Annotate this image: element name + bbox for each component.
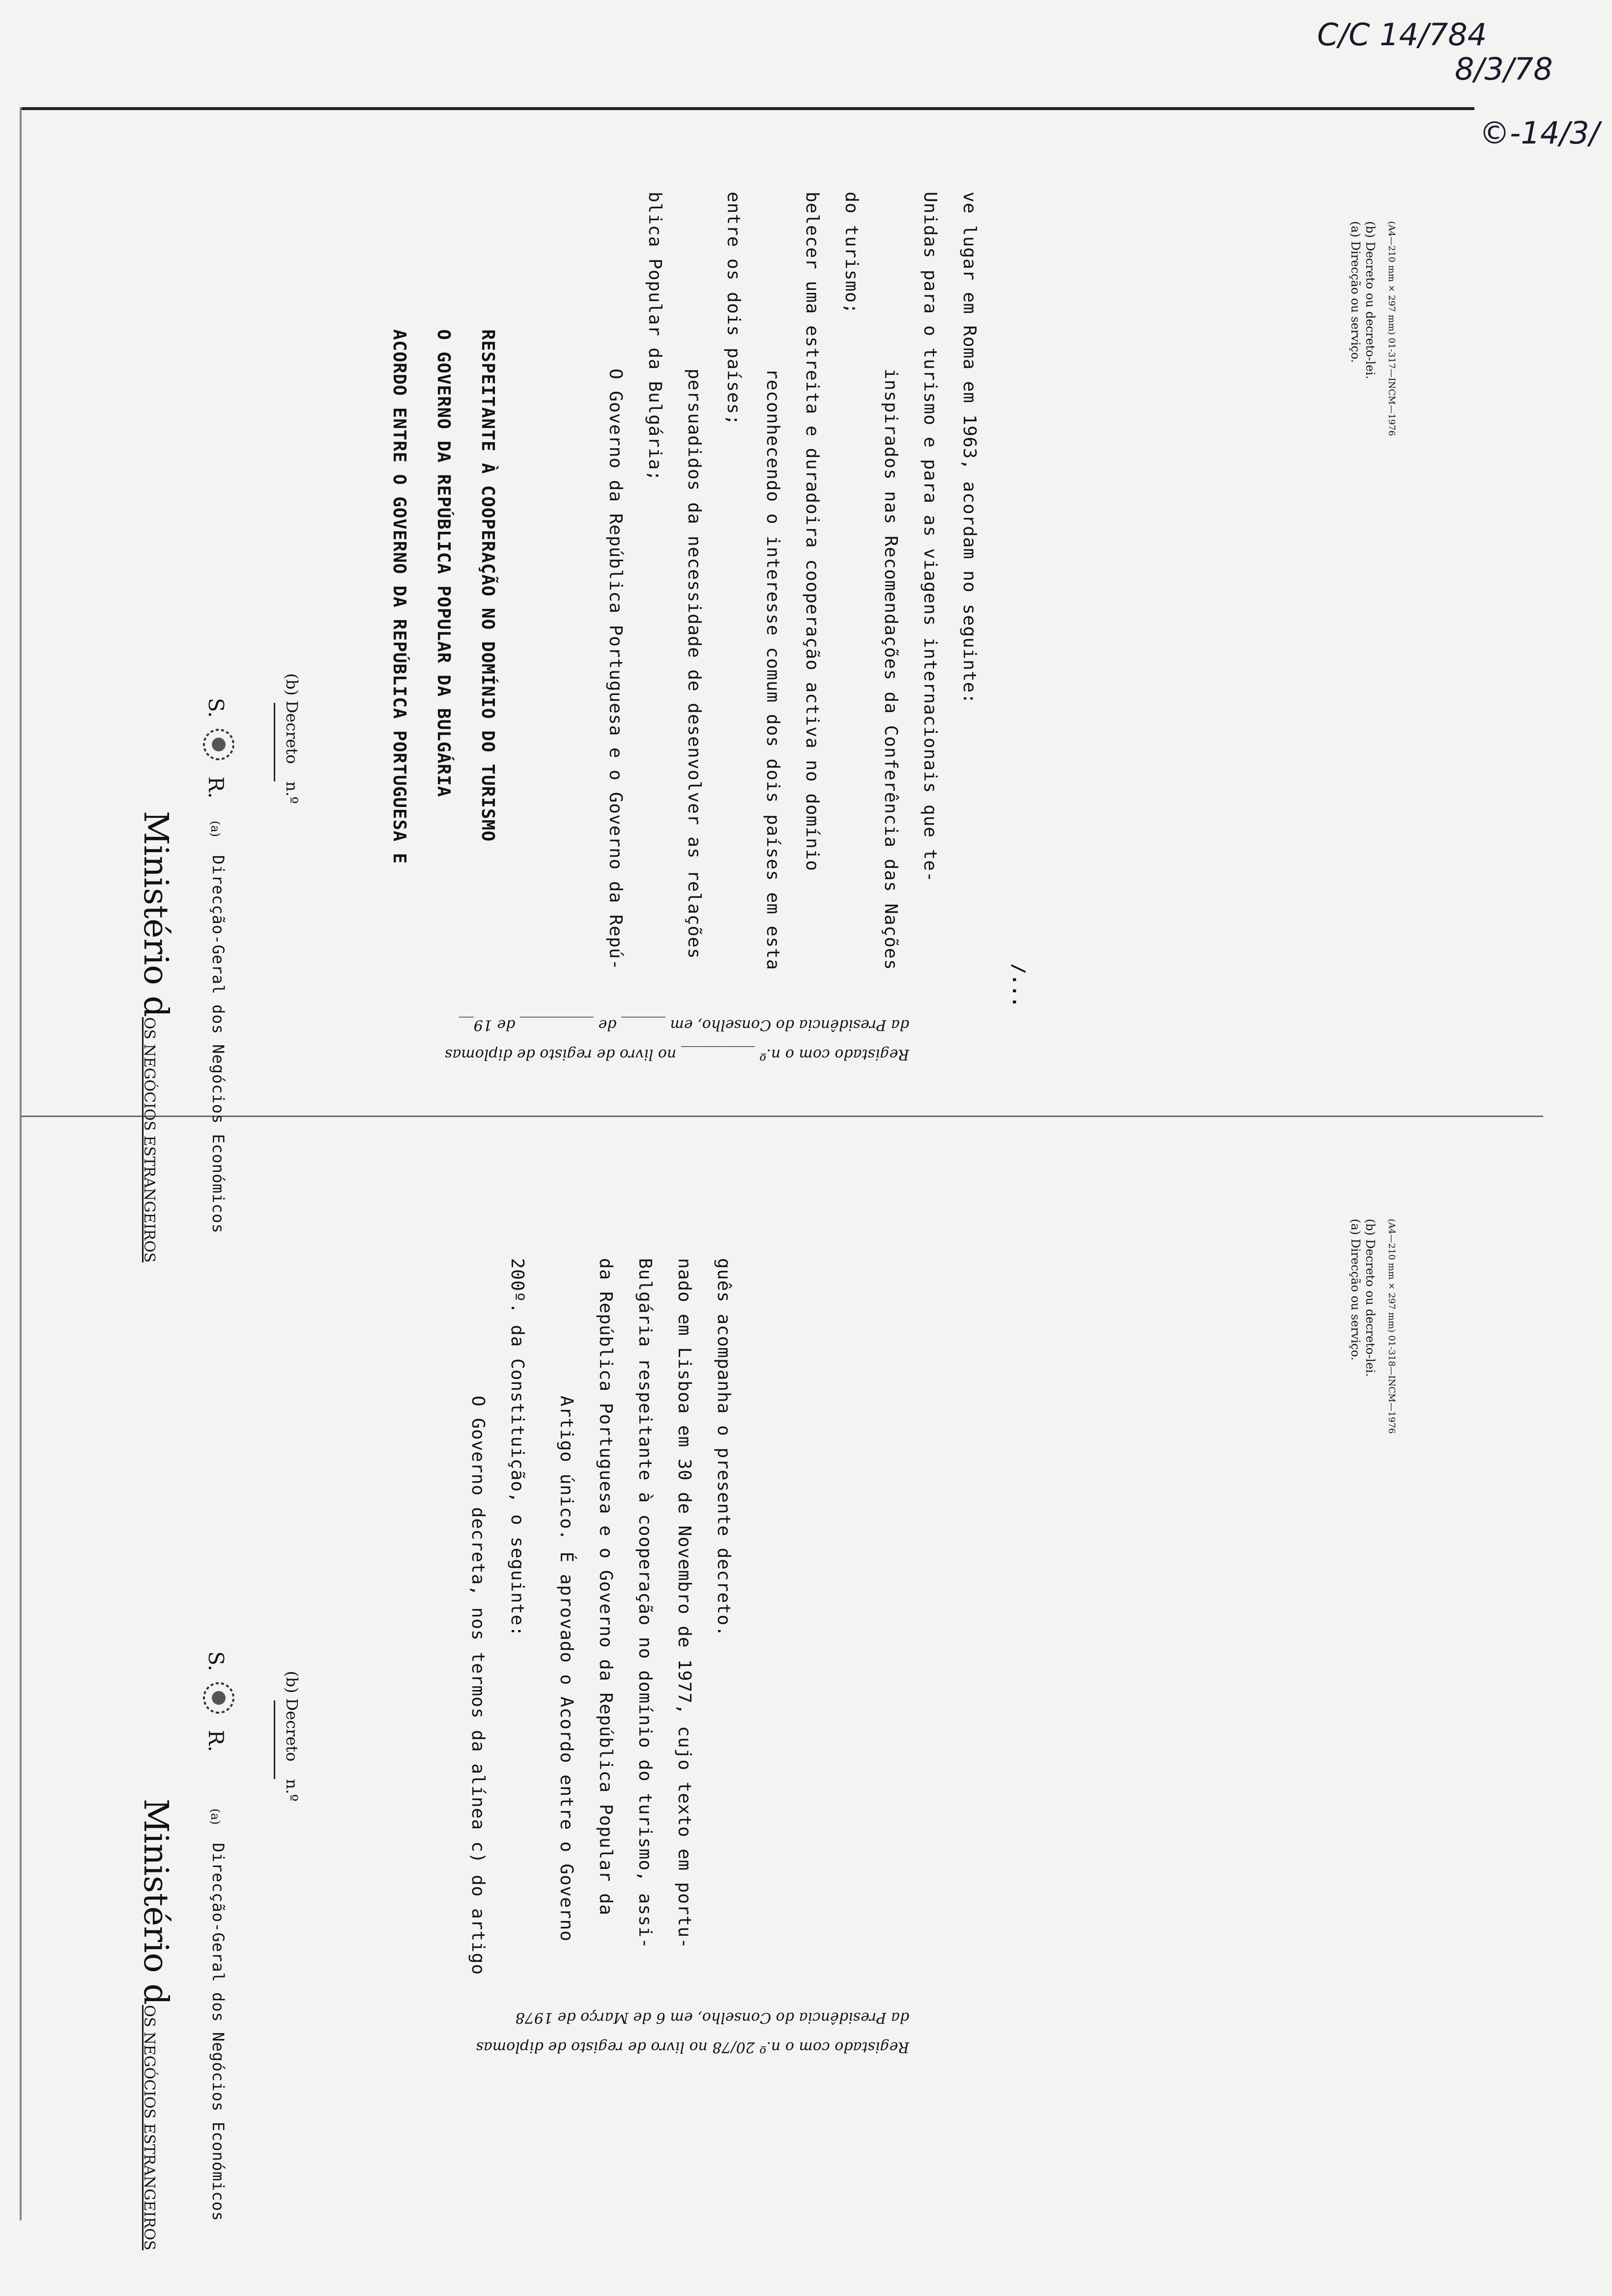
decree-label: (b) Decreto bbox=[283, 1671, 301, 1762]
footnote-a: (a) Direcção ou serviço. bbox=[1349, 1219, 1362, 1361]
decree-line: Artigo único. É aprovado o Acordo entre o Governo bbox=[556, 1396, 576, 1942]
footnote-b: (b) Decreto ou decreto-lei. bbox=[1363, 221, 1377, 379]
preamble-line: inspirados nas Recomendações da Conferência das Nações bbox=[881, 369, 901, 971]
divider bbox=[274, 1700, 275, 1779]
decree-page bbox=[44, 1130, 1469, 2251]
page-fold-line bbox=[20, 1116, 1543, 1117]
footnote-b: (b) Decreto ou decreto-lei. bbox=[1363, 1219, 1377, 1377]
registry-line1: Registado com o n.º __________ no livro de registo de diplomas bbox=[444, 1046, 909, 1063]
preamble-line: entre os dois países; bbox=[723, 192, 744, 426]
ministry-heading: Ministério dOS NEGÓCIOS ESTRANGEIROS bbox=[136, 811, 175, 1263]
sr-s: S. bbox=[204, 1651, 228, 1671]
registry-line2: da Presidência do Conselho, em ______ de __________ de 19__ bbox=[459, 1016, 909, 1033]
registry-line2: da Presidência do Conselho, em 6 de Março de 1978 bbox=[515, 2009, 909, 2026]
preamble-line: blica Popular da Bulgária; bbox=[645, 192, 665, 482]
sr-r: R. bbox=[204, 1730, 228, 1752]
decree-line: da República Portuguesa e o Governo da República Popular da bbox=[596, 1258, 616, 1916]
decree-registry-stub bbox=[369, 1995, 909, 2054]
ministry-heading: Ministério dOS NEGÓCIOS ESTRANGEIROS bbox=[136, 1799, 175, 2251]
agreement-title-line2: O GOVERNO DA REPÚBLICA POPULAR DA BULGÁRIA bbox=[433, 329, 454, 798]
decree-line: O Governo decreta, nos termos da alínea c) do artigo bbox=[468, 1396, 488, 1976]
directorate: Direcção-Geral dos Negócios Económicos bbox=[209, 1843, 228, 2222]
decree-number: n.º bbox=[283, 781, 301, 804]
print-code: (A4—210 mm × 297 mm) 01-318—INCM—1976 bbox=[1386, 1219, 1397, 1434]
note-a-label: (a) bbox=[208, 1808, 222, 1825]
sr-s: S. bbox=[204, 698, 228, 718]
print-code: (A4—210 mm × 297 mm) 01-317—INCM—1976 bbox=[1386, 221, 1397, 436]
agreement-registry-stub bbox=[369, 1003, 909, 1062]
handwritten-stamp: ©-14/3/ bbox=[1479, 115, 1600, 151]
decree-label: (b) Decreto bbox=[283, 673, 301, 764]
agreement-title-line1: ACORDO ENTRE O GOVERNO DA REPÚBLICA PORTUGUESA E bbox=[389, 329, 409, 864]
preamble-line: belecer uma estreita e duradoira cooperação activa no domínio bbox=[802, 192, 822, 872]
sr-r: R. bbox=[204, 776, 228, 799]
preamble-line: persuadidos da necessidade de desenvolver as relações bbox=[684, 369, 704, 959]
note-a-label: (a) bbox=[208, 821, 222, 837]
preamble-line: Unidas para o turismo e para as viagens internacionais que te- bbox=[920, 192, 940, 883]
preamble-line: ve lugar em Roma em 1963, acordam no seguinte: bbox=[959, 192, 979, 704]
coat-of-arms-icon bbox=[197, 1676, 241, 1720]
preamble-line: do turismo; bbox=[841, 192, 862, 315]
scan-edge-line bbox=[20, 107, 1474, 110]
directorate: Direcção-Geral dos Negócios Económicos bbox=[209, 855, 228, 1234]
handwritten-reference: C/C 14/784 bbox=[1317, 17, 1487, 53]
preamble-line: O Governo da República Portuguesa e o Governo da Repú- bbox=[605, 369, 626, 971]
divider bbox=[274, 703, 275, 781]
registry-line1: Registado com o n.º 20/78 no livro de registo de diplomas bbox=[476, 2038, 909, 2056]
preamble-line: reconhecendo o interesse comum dos dois países em esta bbox=[763, 369, 783, 971]
coat-of-arms-icon bbox=[197, 722, 241, 767]
continued-mark: /... bbox=[1008, 963, 1029, 1008]
decree-line: guês acompanha o presente decreto. bbox=[714, 1258, 734, 1637]
handwritten-date: 8/3/78 bbox=[1455, 51, 1553, 87]
decree-line: Bulgária respeitante à cooperação no domínio do turismo, assi- bbox=[635, 1258, 655, 1949]
decree-line: 200º. da Constituição, o seguinte: bbox=[507, 1258, 527, 1637]
footnote-a: (a) Direcção ou serviço. bbox=[1349, 221, 1362, 363]
decree-number: n.º bbox=[283, 1779, 301, 1802]
agreement-title-line3: RESPEITANTE À COOPERAÇÃO NO DOMÍNIO DO TURISMO bbox=[478, 329, 498, 842]
agreement-page bbox=[44, 133, 1469, 1263]
decree-line: nado em Lisboa em 30 de Novembro de 1977, cujo texto em portu- bbox=[674, 1258, 694, 1949]
scan-left-edge bbox=[20, 107, 22, 2220]
